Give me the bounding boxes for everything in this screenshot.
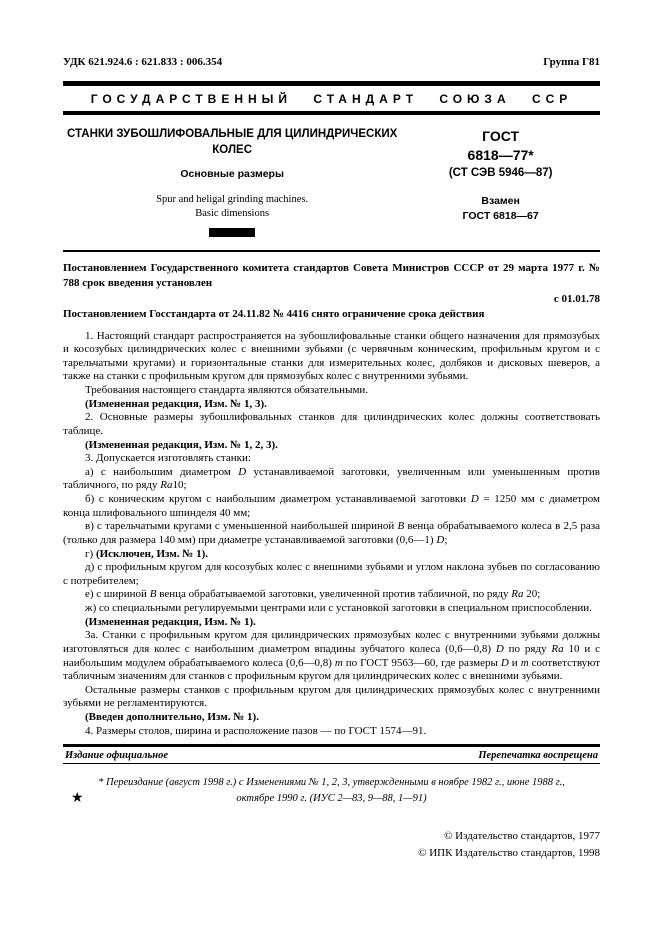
standard-subtitle: Основные размеры — [180, 168, 284, 181]
standard-title-en-line2: Basic dimensions — [195, 208, 270, 220]
gost-number: 6818—77* — [467, 146, 534, 163]
copyright-line-1: © Издательство стандартов, 1977 — [444, 829, 600, 842]
reprint-prohibited-label: Перепечатка воспрещена — [478, 750, 598, 762]
body-paragraph: (Измененная редакция, Изм. № 1, 3). — [85, 397, 267, 410]
title-section — [63, 127, 600, 237]
body-paragraph: д) с профильным кругом для косозубых колес с внешними зубьями и углом наклона зубьев по согласованию с потребителем; — [63, 561, 600, 587]
gost-designation — [401, 127, 600, 165]
standard-title — [63, 127, 401, 158]
standard-title-en-line1: Spur and heligal grinding machines. — [156, 194, 309, 206]
copyright-block — [63, 828, 600, 863]
reissue-footnote — [63, 775, 600, 805]
body-paragraph: б) с коническим кругом с наибольшим диаметром устанавливаемой заготовки D = 1250 мм с диаметром конца шлифовального шпинделя 40 мм; — [63, 493, 600, 519]
st-sev-number: (СТ СЭВ 5946—87) — [448, 166, 553, 179]
body-paragraph: Требования настоящего стандарта являются обязательными. — [85, 384, 369, 397]
body-paragraph: 3а. Станки с профильным кругом для цилиндрических прямозубых колес с внутренними зубьями должны изготовляться для колес с наибольшим диаметром впадины зубчатого колеса (0,6—0,8) D по ряду Ra 10 и с наибольшим модулем обрабатываемого колеса (0,6—0,8) m по ГОСТ 9563—60, где размеры D и m соответствуют табличным значениям для станков с профильным кругом для цилиндрических колес с внешними зубьями. — [63, 629, 601, 683]
title-right-column — [401, 127, 600, 237]
body-paragraph: 3. Допускается изготовлять станки: — [85, 452, 251, 465]
body-paragraph: (Измененная редакция, Изм. № 1, 2, 3). — [85, 438, 278, 451]
body-paragraph: в) с тарельчатыми кругами с уменьшенной наибольшей шириной B венца обрабатываемого колеса в 2,5 раза (только для размера 140 мм) при диаметре устанавливаемой заготовки (0,6—1) D; — [63, 520, 600, 546]
body-paragraph: (Измененная редакция, Изм. № 1). — [85, 615, 256, 628]
body-paragraph: е) с шириной B венца обрабатываемой заготовки, увеличенной против табличной, по ряду Ra 20; — [85, 588, 541, 601]
decree-paragraph-2: Постановлением Госстандарта от 24.11.82 № 4416 снято ограничение срока действия — [63, 308, 485, 321]
star-mark: ★ — [71, 791, 84, 807]
body-paragraph: г) (Исключен, Изм. № 1). — [85, 547, 208, 560]
effective-date: с 01.01.78 — [553, 292, 600, 305]
footer-row — [63, 747, 600, 763]
replaces-block — [401, 194, 600, 224]
decree-paragraph-1: Постановлением Государственного комитета стандартов Совета Министров СССР от 29 марта 1977 г. № 788 срок введения установлен — [63, 262, 600, 289]
decree-section — [63, 261, 600, 321]
standard-title-line1: СТАНКИ ЗУБОШЛИФОВАЛЬНЫЕ ДЛЯ ЦИЛИНДРИЧЕСКИХ — [66, 128, 398, 140]
body-text — [63, 330, 600, 739]
body-paragraph: а) с наибольшим диаметром D устанавливаемой заготовки, увеличенным или уменьшенным против табличного, по ряду Ra10; — [63, 465, 600, 492]
body-paragraph: (Введен дополнительно, Изм. № 1). — [85, 711, 259, 724]
official-edition-label: Издание официальное — [65, 750, 169, 762]
body-paragraph: 4. Размеры столов, ширина и расположение пазов — по ГОСТ 1574—91. — [85, 724, 427, 737]
body-paragraph: 1. Настоящий стандарт распространяется на зубошлифовальные станки общего назначения для прямозубых и косозубых цилиндрических колес с внешними зубьями (с червячным коническим, профильным кругом и с тарельчатыми кругами) и горизонтальные станки для измерительных колес, долбяков и дисковых шеверов, а также на станки с профильным кругом для прямозубых колес с внутренними зубьями. — [63, 329, 600, 383]
banner-bottom-bar — [63, 111, 600, 115]
body-paragraph: 2. Основные размеры зубошлифовальных станков для цилиндрических колес должны соответствовать таблице. — [63, 411, 600, 437]
gost-label: ГОСТ — [482, 128, 520, 144]
body-paragraph: Остальные размеры станков с профильным кругом для цилиндрических прямозубых колес с внутренними зубьями не регламентируются. — [63, 683, 600, 710]
group-label: Группа Г81 — [543, 56, 600, 68]
replaces-number: ГОСТ 6818—67 — [462, 210, 539, 222]
copyright-line-2: © ИПК Издательство стандартов, 1998 — [418, 847, 600, 860]
banner-title: ГОСУДАРСТВЕННЫЙ СТАНДАРТ СОЮЗА ССР — [90, 92, 573, 106]
body-paragraph: ж) со специальными регулируемыми центрами или с установкой заготовки в специальном приспособлении. — [85, 602, 592, 615]
meta-row — [63, 56, 600, 68]
standard-title-line2: КОЛЕС — [212, 143, 253, 156]
replaces-label: Взамен — [481, 194, 520, 207]
udk-number: УДК 621.924.6 : 621.833 : 006.354 — [63, 56, 223, 68]
redaction-bar — [209, 228, 255, 237]
footer-divider-thin — [63, 763, 600, 764]
state-standard-banner — [63, 81, 600, 115]
title-left-column — [63, 127, 401, 237]
title-divider — [63, 250, 600, 252]
reissue-footnote-text: * Переиздание (август 1998 г.) с Изменениями № 1, 2, 3, утвержденными в ноябре 1982 г., июне 1988 г., октябре 1990 г. (ИУС 2—83, 9—88, 1—91) — [98, 777, 565, 804]
standard-title-en — [63, 193, 401, 221]
